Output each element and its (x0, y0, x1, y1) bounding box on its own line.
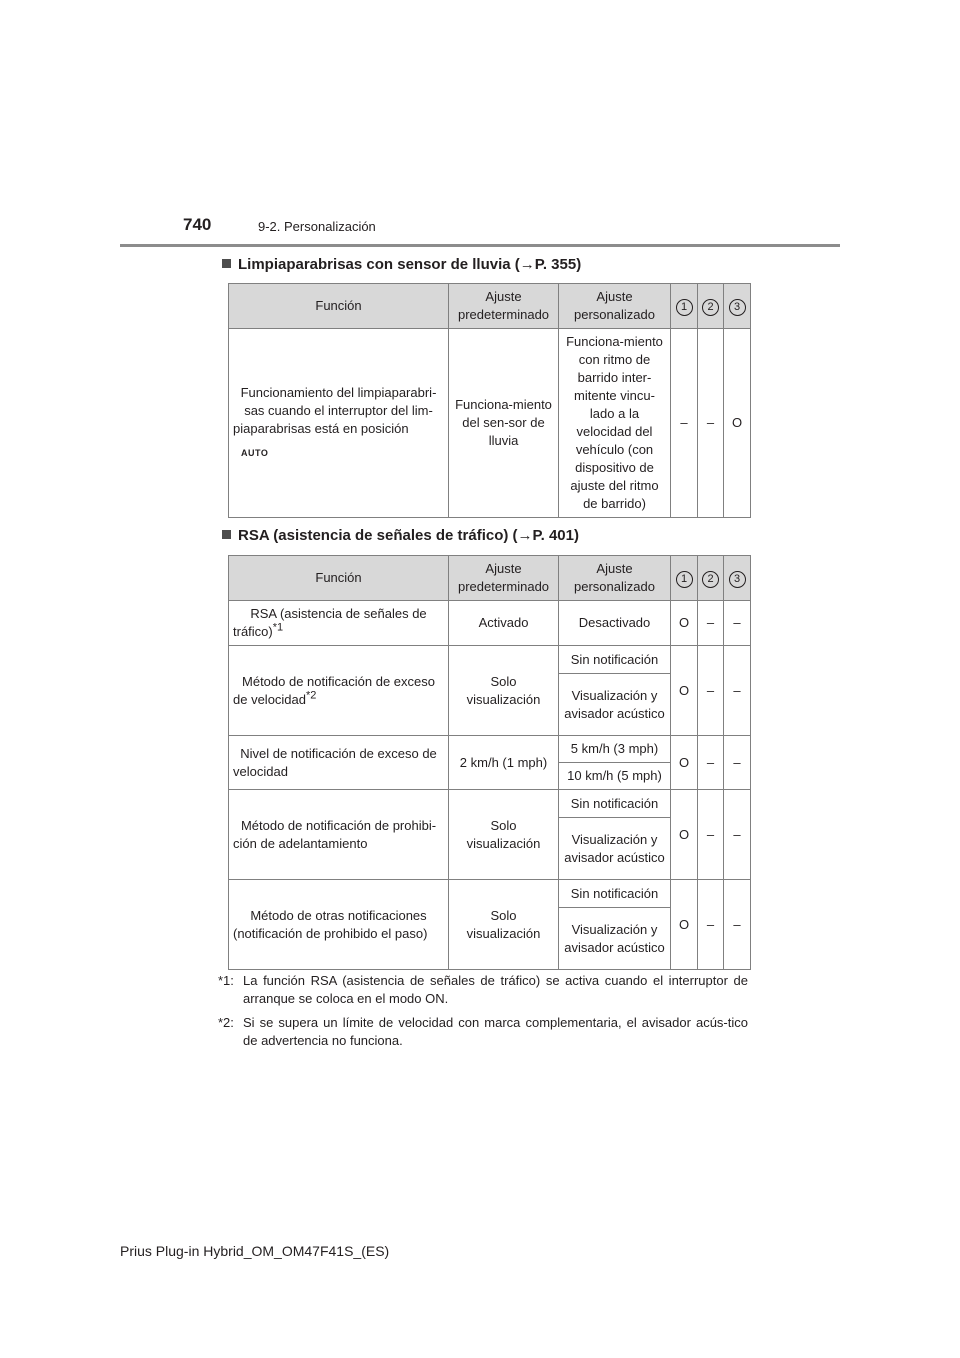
cell-c3: – (724, 790, 751, 880)
cell-c3: – (724, 736, 751, 790)
col-header-1: 1 (671, 284, 698, 329)
footnote-marker: *2: (218, 1015, 234, 1030)
cell-predeterminado: Solo visualización (449, 646, 559, 736)
table-row (229, 601, 751, 646)
cell-c1: O (671, 601, 698, 646)
cell-c3: O (724, 329, 751, 518)
cell-funcion: Método de notificación de exceso de velocidad$^{*2}$ (229, 646, 449, 736)
col-header-3: 3 (724, 556, 751, 601)
auto-label: AUTO (241, 448, 269, 458)
heading-wiper: Limpiaparabrisas con sensor de lluvia (→P. 355) (222, 256, 581, 273)
footnote-1 (218, 972, 748, 1008)
cell-c2: – (698, 329, 724, 518)
cell-funcion: Método de notificación de prohibi-ción de adelantamiento (229, 790, 449, 880)
cell-predeterminado: Funciona-miento del sen-sor de lluvia (449, 329, 559, 518)
footnote-text: La función RSA (asistencia de señales de tráfico) se activa cuando el interruptor de arranque se coloca en el modo ON. (243, 973, 748, 1006)
col-header-2: 2 (698, 284, 724, 329)
table-row (229, 646, 751, 674)
cell-c3: – (724, 646, 751, 736)
cell-option: Sin notificación (559, 880, 671, 908)
col-header-personalizado: Ajuste personalizado (559, 284, 671, 329)
table-row (229, 736, 751, 763)
table-row (229, 790, 751, 818)
col-header-predeterminado: Ajuste predeterminado (449, 556, 559, 601)
cell-option: 5 km/h (3 mph) (559, 736, 671, 763)
cell-option: Sin notificación (559, 646, 671, 674)
wiper-table (228, 283, 751, 518)
col-header-1: 1 (671, 556, 698, 601)
cell-funcion: RSA (asistencia de señales de tráfico)$^{*1}$ (229, 601, 449, 646)
cell-c1: O (671, 790, 698, 880)
cell-funcion: Funcionamiento del limpiaparabri-sas cuando el interruptor del lim-piaparabrisas está en posición AUTO (229, 329, 449, 518)
cell-predeterminado: Solo visualización (449, 790, 559, 880)
cell-c1: O (671, 646, 698, 736)
heading-rsa: RSA (asistencia de señales de tráfico) (→P. 401) (222, 527, 579, 544)
cell-option: 10 km/h (5 mph) (559, 763, 671, 790)
cell-option: Sin notificación (559, 790, 671, 818)
square-bullet-icon (222, 259, 231, 268)
cell-c2: – (698, 790, 724, 880)
cell-c2: – (698, 601, 724, 646)
col-header-funcion: Función (229, 556, 449, 601)
footnote-marker: *1: (218, 973, 234, 988)
table-header-row (229, 556, 751, 601)
cell-funcion: Nivel de notificación de exceso de velocidad (229, 736, 449, 790)
table-header-row (229, 284, 751, 329)
square-bullet-icon (222, 530, 231, 539)
cell-c3: – (724, 880, 751, 970)
cell-personalizado: Desactivado (559, 601, 671, 646)
col-header-2: 2 (698, 556, 724, 601)
cell-personalizado: Funciona-miento con ritmo de barrido inter-mitente vincu-lado a la velocidad del vehículo (con dispositivo de ajuste del ritmo de barrido) (559, 329, 671, 518)
table-row (229, 880, 751, 908)
cell-option: Visualización y avisador acústico (559, 908, 671, 970)
cell-c1: O (671, 736, 698, 790)
footer-doc-id: Prius Plug-in Hybrid_OM_OM47F41S_(ES) (120, 1243, 390, 1259)
cell-c2: – (698, 880, 724, 970)
cell-c1: – (671, 329, 698, 518)
cell-option: Visualización y avisador acústico (559, 818, 671, 880)
cell-c2: – (698, 736, 724, 790)
col-header-funcion: Función (229, 284, 449, 329)
cell-predeterminado: 2 km/h (1 mph) (449, 736, 559, 790)
header-rule (120, 244, 840, 247)
col-header-predeterminado: Ajuste predeterminado (449, 284, 559, 329)
col-header-3: 3 (724, 284, 751, 329)
cell-predeterminado: Activado (449, 601, 559, 646)
section-title: 9-2. Personalización (258, 219, 376, 234)
rsa-table (228, 555, 751, 970)
page-number: 740 (183, 215, 212, 234)
table-row (229, 329, 751, 518)
cell-c1: O (671, 880, 698, 970)
cell-c3: – (724, 601, 751, 646)
cell-predeterminado: Solo visualización (449, 880, 559, 970)
cell-option: Visualización y avisador acústico (559, 674, 671, 736)
col-header-personalizado: Ajuste personalizado (559, 556, 671, 601)
footnote-2 (218, 1014, 748, 1050)
cell-c2: – (698, 646, 724, 736)
footnote-text: Si se supera un límite de velocidad con marca complementaria, el avisador acús-tico de advertencia no funciona. (243, 1015, 748, 1048)
cell-funcion: Método de otras notificaciones (notificación de prohibido el paso) (229, 880, 449, 970)
